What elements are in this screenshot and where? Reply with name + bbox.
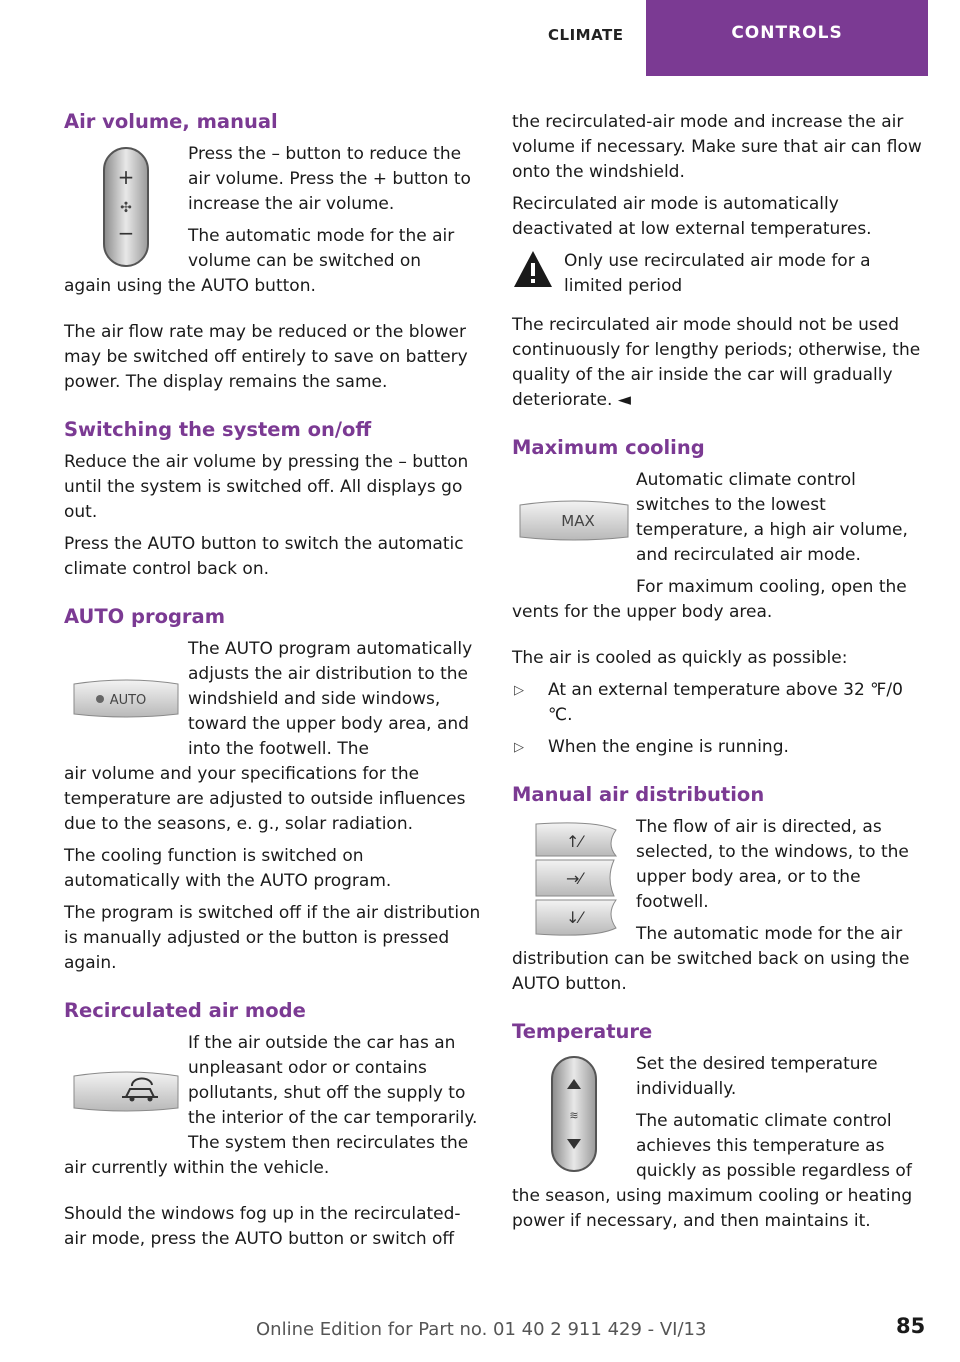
svg-text:↓⁄: ↓⁄ bbox=[565, 908, 583, 927]
air-volume-rocker-icon bbox=[64, 142, 188, 272]
bullet-text: At an external temperature above 32 ℉/0 ℃. bbox=[548, 680, 903, 725]
recirculated-text-1b: air currently within the vehicle. bbox=[64, 1158, 330, 1178]
air-volume-text-2a: The automatic mode for the air volume can be switched on bbox=[188, 226, 455, 271]
switching-text-1: Reduce the air volume by pressing the – button until the system is switched off. All displays go out. bbox=[64, 452, 469, 522]
edition-text: Online Edition for Part no. 01 40 2 911 429 - VI/13 bbox=[256, 1319, 707, 1340]
list-item bbox=[512, 735, 930, 760]
recirculated-cont-2: Recirculated air mode is automatically deactivated at low external temperatures. bbox=[512, 194, 872, 239]
distribution-text-2a: The automatic mode for the air bbox=[636, 924, 903, 944]
temperature-rocker-icon bbox=[512, 1052, 636, 1176]
warning-body: The recirculated air mode should not be used continuously for lengthy periods; otherwise, the quality of the air inside the car will gradually deteriorate. ◄ bbox=[512, 315, 921, 410]
page-number: 85 bbox=[896, 1314, 926, 1338]
distribution-text-2b: distribution can be switched back on using the AUTO button. bbox=[512, 949, 910, 994]
max-text-1: Automatic climate control switches to the lowest temperature, a high air volume, and recirculated air mode. bbox=[636, 470, 908, 565]
heading-recirculated: Recirculated air mode bbox=[64, 999, 306, 1022]
bullet-triangle-icon: ▷ bbox=[514, 740, 524, 755]
bullet-triangle-icon: ▷ bbox=[514, 683, 524, 698]
recirculation-car-icon bbox=[64, 1031, 188, 1151]
temperature-text-1: Set the desired temperature individually. bbox=[636, 1054, 878, 1099]
max-text-3: The air is cooled as quickly as possible: bbox=[512, 648, 848, 668]
warning-triangle-icon bbox=[512, 249, 564, 301]
auto-text-3: The program is switched off if the air distribution is manually adjusted or the button is pressed again. bbox=[64, 903, 481, 973]
air-volume-text-1: Press the – button to reduce the air volume. Press the + button to increase the air volume. bbox=[188, 144, 471, 214]
svg-text:→⁄: →⁄ bbox=[565, 869, 583, 888]
air-volume-text-2b: again using the AUTO button. bbox=[64, 276, 316, 296]
header-section-label: CLIMATE bbox=[548, 26, 624, 44]
temperature-text-2b: the season, using maximum cooling or heating power if necessary, and then maintains it. bbox=[512, 1186, 913, 1231]
list-item bbox=[512, 678, 930, 728]
svg-text:−: − bbox=[117, 221, 135, 245]
auto-indicator-dot-icon bbox=[96, 695, 104, 703]
distribution-text-1: The flow of air is directed, as selected, to the windows, to the upper body area, or to the footwell. bbox=[636, 817, 909, 912]
heading-max-cooling: Maximum cooling bbox=[512, 436, 705, 459]
auto-text-2: The cooling function is switched on automatically with the AUTO program. bbox=[64, 846, 392, 891]
svg-text:✣: ✣ bbox=[120, 200, 132, 216]
bullet-text: When the engine is running. bbox=[548, 737, 789, 757]
auto-text-1a: The AUTO program automatically adjusts the air distribution to the windshield and side windows, toward the upper body area, and into the footwell. The bbox=[188, 639, 473, 759]
recirculated-text-2: Should the windows fog up in the recirculated-air mode, press the AUTO button or switch off bbox=[64, 1204, 461, 1249]
left-column bbox=[64, 108, 482, 1259]
max-text-2a: For maximum cooling, open the bbox=[636, 577, 907, 597]
heading-switching: Switching the system on/off bbox=[64, 418, 372, 441]
temperature-text-2a: The automatic climate control achieves this temperature as quickly as possible regardless of bbox=[636, 1111, 912, 1181]
heading-air-volume: Air volume, manual bbox=[64, 110, 278, 133]
max-button bbox=[512, 468, 636, 572]
recirculated-cont-1: the recirculated-air mode and increase the air volume if necessary. Make sure that air can flow onto the windshield. bbox=[512, 112, 922, 182]
svg-text:+: + bbox=[117, 165, 135, 189]
svg-text:≋: ≋ bbox=[569, 1109, 579, 1122]
auto-text-1b: air volume and your specifications for the temperature are adjusted to outside influences due to the seasons, e. g., solar radiation. bbox=[64, 764, 466, 834]
footer bbox=[0, 1314, 960, 1348]
svg-text:↑⁄: ↑⁄ bbox=[565, 832, 583, 851]
header-tab[interactable] bbox=[646, 0, 928, 76]
right-column bbox=[512, 110, 930, 1241]
heading-manual-distribution: Manual air distribution bbox=[512, 783, 765, 806]
recirculated-text-1a: If the air outside the car has an unpleasant odor or contains pollutants, shut off the supply to the interior of the car temporarily. The system then recirculates the bbox=[188, 1033, 478, 1153]
heading-auto-program: AUTO program bbox=[64, 605, 226, 628]
air-distribution-buttons-icon bbox=[512, 815, 636, 943]
header-tab-label: CONTROLS bbox=[731, 23, 843, 43]
max-text-2b: vents for the upper body area. bbox=[512, 602, 773, 622]
heading-temperature: Temperature bbox=[512, 1020, 653, 1043]
warning-title: Only use recirculated air mode for a limited period bbox=[564, 251, 871, 296]
auto-button-label: AUTO bbox=[109, 693, 147, 708]
auto-button bbox=[64, 637, 188, 757]
max-button-label: MAX bbox=[561, 512, 595, 530]
switching-text-2: Press the AUTO button to switch the automatic climate control back on. bbox=[64, 534, 464, 579]
warning-block bbox=[512, 249, 930, 306]
air-volume-text-3: The air flow rate may be reduced or the blower may be switched off entirely to save on battery power. The display remains the same. bbox=[64, 322, 468, 392]
